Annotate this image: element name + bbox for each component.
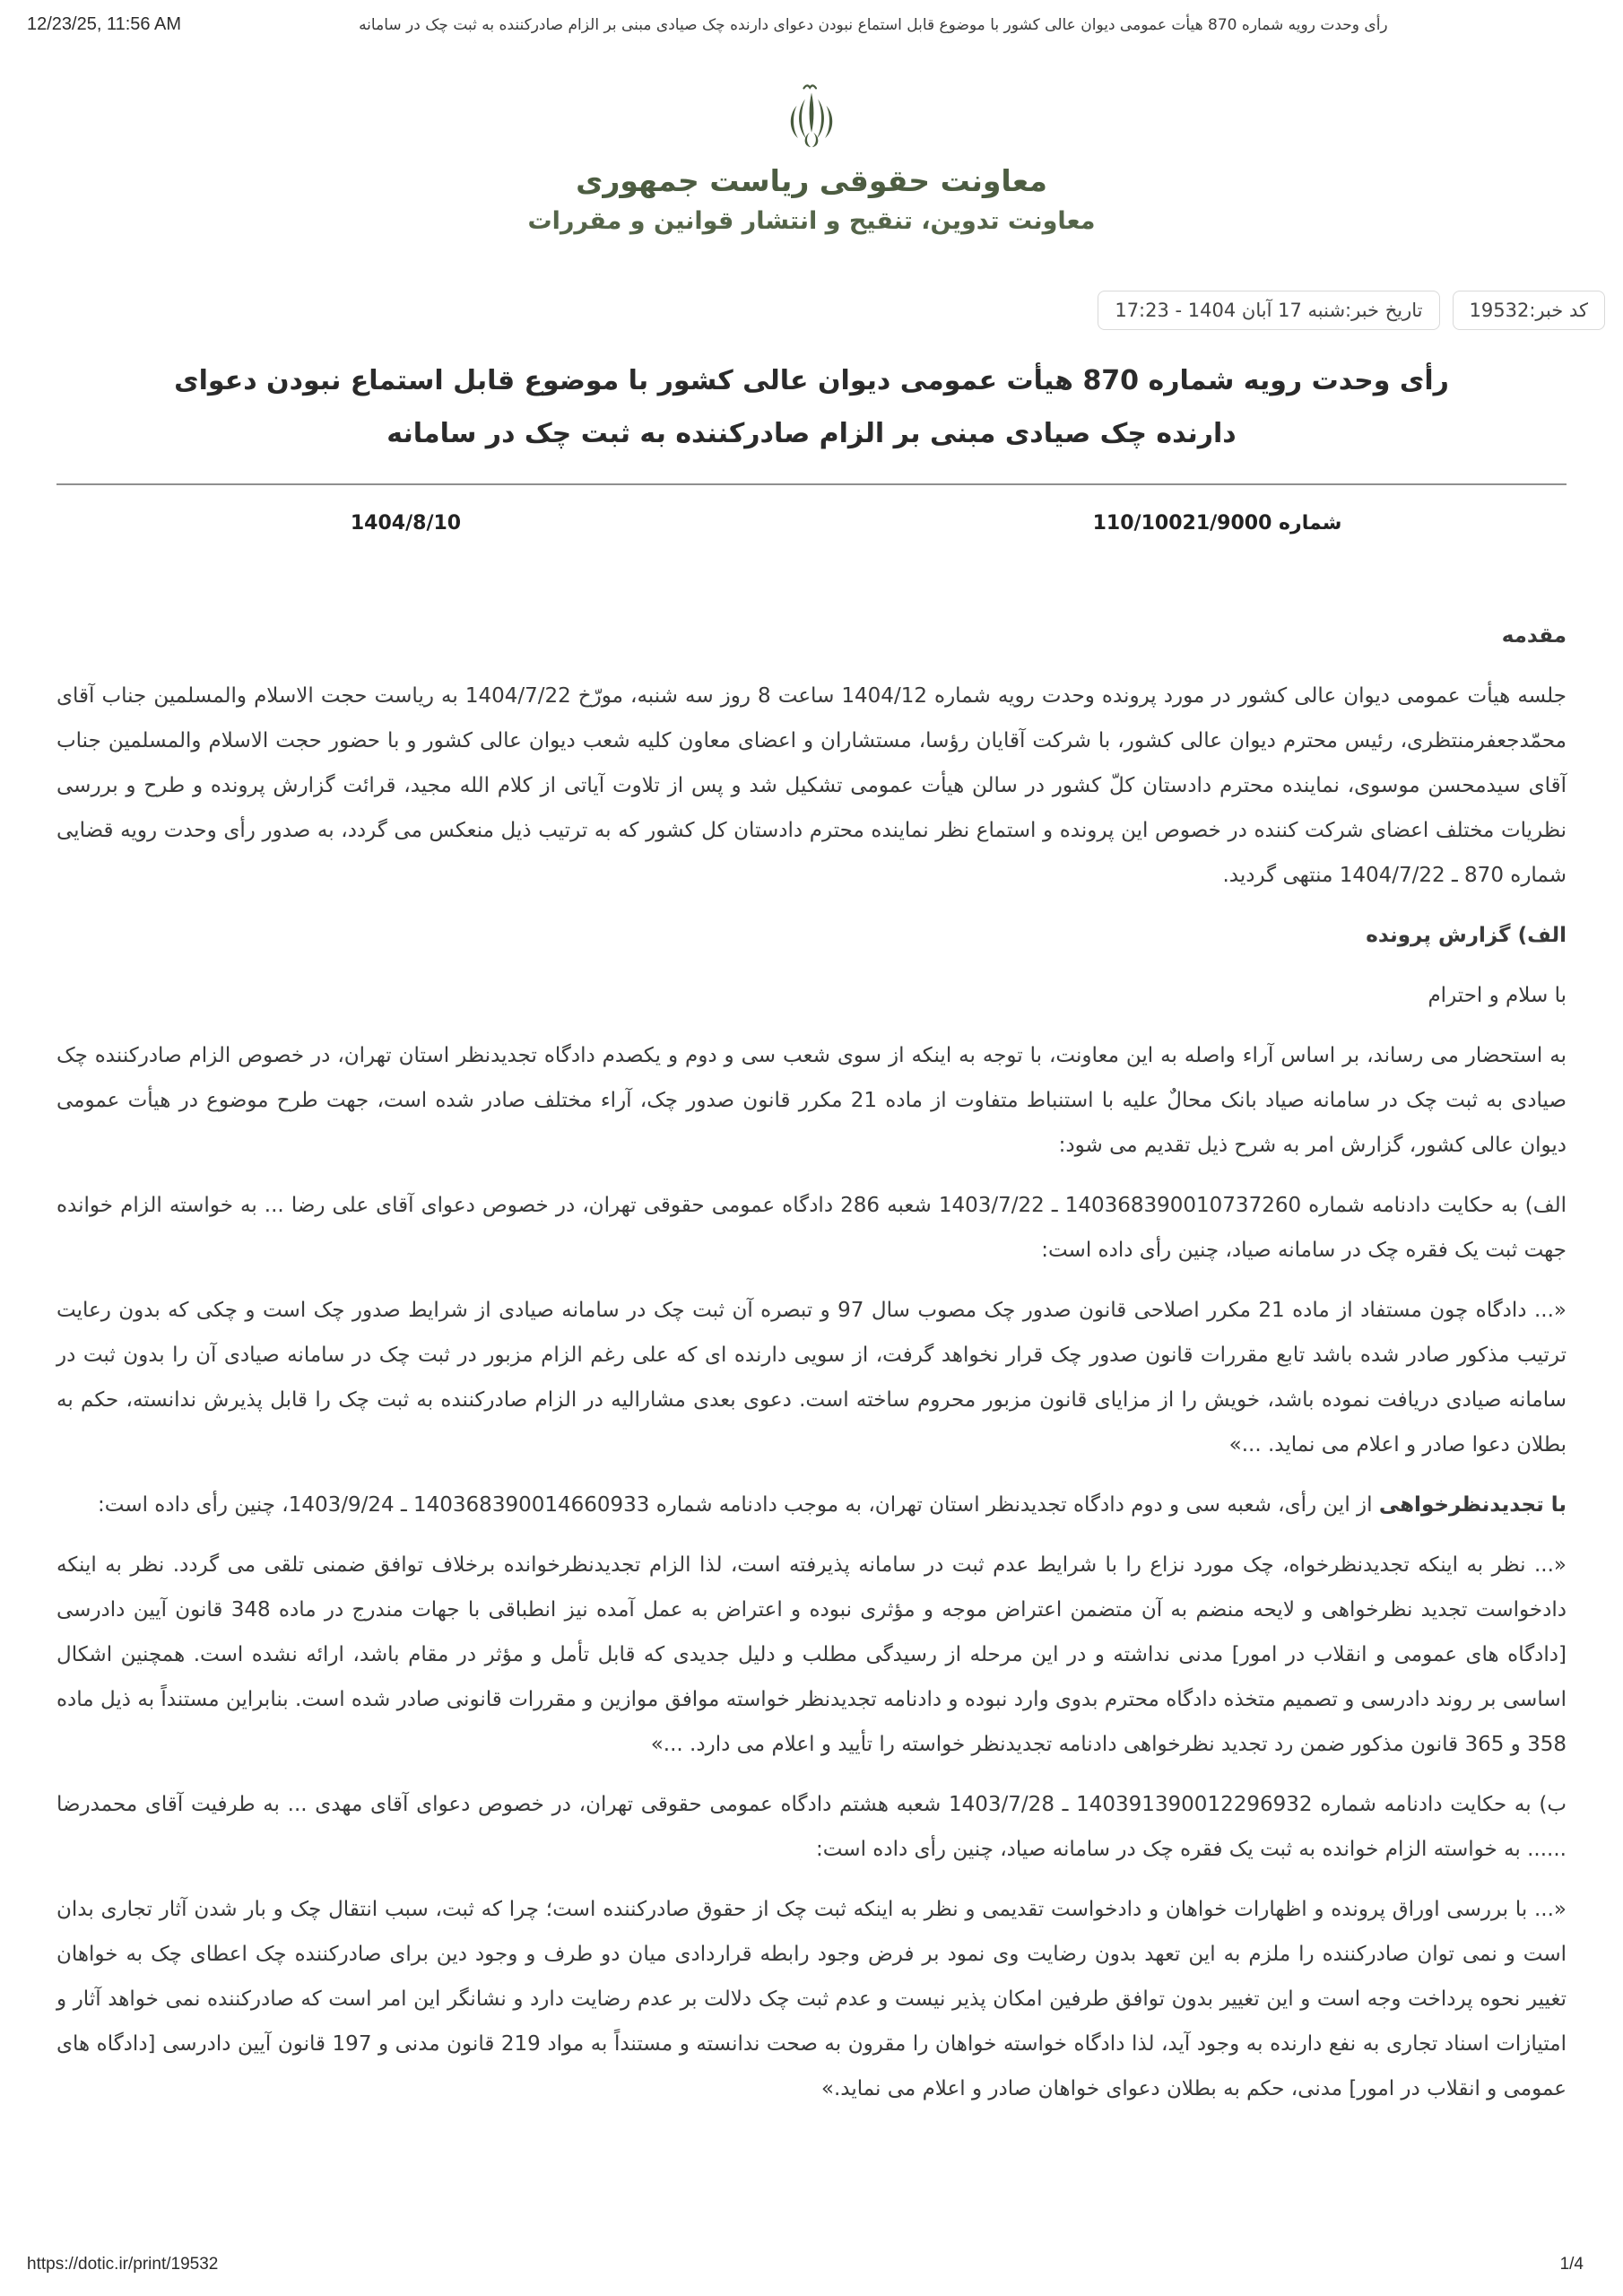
news-date-badge: تاریخ خبر:شنبه 17 آبان 1404 - 17:23	[1098, 291, 1439, 330]
article-body	[0, 613, 1623, 2111]
iran-emblem-icon	[779, 83, 844, 154]
news-meta-row	[0, 291, 1623, 330]
paragraph: «... نظر به اینکه تجدیدنظرخواه، چک مورد نزاع را با شرایط عدم ثبت در سامانه پذیرفته است، لذا الزام تجدیدنظرخوانده برخلاف توافق ضمنی تلقی می گردد. نظر به اینکه دادخواست تجدید نظرخواهی و لایحه منضم به آن متضمن اعتراض موجه و مؤثری نبوده و اعتراض به عمل آمده نیز انطباقی با جهات مندرج در ماده 348 قانون آیین دادرسی [دادگاه های عمومی و انقلاب در امور] مدنی نداشته و در این مرحله از رسیدگی مطلب و دلیل جدیدی که قابل تأمل و مؤثر در مقام باشد، ارائه نشده است. همچنین اشکال اساسی بر روند دادرسی و تصمیم متخذه دادگاه محترم بدوی وارد نبوده و دادنامه تجدیدنظر خواسته موافق موازین و مقررات قانونی صادر شده است. بنابراین مستنداً به ذیل ماده 358 و 365 قانون مذکور ضمن رد تجدید نظرخواهی دادنامه تجدیدنظر خواسته را تأیید و اعلام می دارد. ...»	[56, 1553, 1567, 1756]
document-date: 1404/8/10	[350, 512, 462, 535]
title-divider	[56, 483, 1567, 485]
document-number: شماره 110/10021/9000	[1092, 512, 1342, 535]
paragraph: با سلام و احترام	[1428, 984, 1567, 1007]
org-name-line1: معاونت حقوقی ریاست جمهوری	[576, 163, 1047, 198]
paragraph: ب) به حکایت دادنامه شماره 140391390012296932 ـ 1403/7/28 شعبه هشتم دادگاه عمومی حقوقی تهران، در خصوص دعوای آقای مهدی ... به طرفیت آقای محمدرضا ...... به خواسته الزام خوانده به ثبت یک فقره چک در سامانه صیاد، چنین رأی داده است:	[56, 1793, 1567, 1861]
section-heading: مقدمه	[1501, 624, 1567, 648]
paragraph: جلسه هیأت عمومی دیوان عالی کشور در مورد پرونده وحدت رویه شماره 1404/12 ساعت 8 روز سه شنبه، مورّخ 1404/7/22 به ریاست حجت الاسلام والمسلمین جناب آقای محمّدجعفرمنتظری، رئیس محترم دیوان عالی کشور، با شرکت آقایان رؤسا، مستشاران و اعضای معاون کلیه شعب دیوان عالی کشور و با حضور حجت الاسلام والمسلمین جناب آقای سیدمحسن موسوی، نماینده محترم دادستان کلّ کشور در سالن هیأت عمومی تشکیل شد و پس از تلاوت آیاتی از کلام الله مجید، قرائت گزارش پرونده و طرح و بررسی نظریات مختلف اعضای شرکت کننده در خصوص این پرونده و استماع نظر نماینده محترم دادستان کل کشور که به ترتیب ذیل منعکس می گردد، به صدور رأی وحدت رویه قضایی شماره 870 ـ 1404/7/22 منتهی گردید.	[56, 684, 1567, 887]
paragraph: با تجدیدنظرخواهی از این رأی، شعبه سی و دوم دادگاه تجدیدنظر استان تهران، به موجب دادنامه شماره 140368390014660933 ـ 1403/9/24، چنین رأی داده است:	[98, 1493, 1567, 1517]
paragraph: به استحضار می رساند، بر اساس آراء واصله به این معاونت، با توجه به اینکه از سوی شعب سی و دوم و یکصدم دادگاه تجدیدنظر استان تهران، در خصوص الزام صادرکننده چک صیادی به ثبت چک در سامانه صیاد بانک محالٌ علیه با استنباط متفاوت از ماده 21 مکرر قانون صدور چک، آراء مختلف صادر شده است، جهت طرح موضوع در هیأت عمومی دیوان عالی کشور، گزارش امر به شرح ذیل تقدیم می شود:	[56, 1044, 1567, 1157]
paragraph: الف) به حکایت دادنامه شماره 140368390010737260 ـ 1403/7/22 شعبه 286 دادگاه عمومی حقوقی تهران، در خصوص دعوای آقای علی رضا ... به خواسته الزام خوانده جهت ثبت یک فقره چک در سامانه صیاد، چنین رأی داده است:	[56, 1194, 1567, 1262]
print-datetime: 12/23/25, 11:56 AM	[27, 14, 181, 34]
print-header-title: رأی وحدت رویه شماره 870 هیأت عمومی دیوان عالی کشور با موضوع قابل استماع نبودن دعوای دارنده چک صیادی مبنی بر الزام صادرکننده به ثبت چک در سامانه	[359, 16, 1388, 34]
document-number-row	[0, 512, 1623, 535]
paragraph: «... با بررسی اوراق پرونده و اظهارات خواهان و دادخواست تقدیمی و نظر به اینکه ثبت چک از حقوق صادرکننده است؛ چرا که ثبت، سبب انتقال چک و بار شدن آثار تجاری بدان است و نمی توان صادرکننده را ملزم به این تعهد بدون رضایت وی نمود بر فرض وجود رابطه قراردادی میان دو طرف و وجود دین برای صادرکننده چک اعطای چک به خواهان تغییر نحوه پرداخت وجه است و این تغییر بدون توافق طرفین امکان پذیر نیست و عدم ثبت چک دلالت بر عدم رضایت دارد و نشانگر این امر است که صادرکننده نمی خواهد آثار و امتیازات اسناد تجاری به نفع دارنده به وجود آید، لذا دادگاه خواسته خواهان را مقرون به صحت ندانسته و مستنداً به مواد 219 قانون مدنی و 197 قانون آیین دادرسی [دادگاه های عمومی و انقلاب در امور] مدنی، حکم به بطلان دعوای خواهان صادر و اعلام می نماید.»	[56, 1898, 1567, 2100]
source-url: https://dotic.ir/print/19532	[27, 2255, 219, 2274]
paragraph: «... دادگاه چون مستفاد از ماده 21 مکرر اصلاحی قانون صدور چک مصوب سال 97 و تبصره آن ثبت چک در سامانه صیادی از شرایط صدور چک است و چکی که بدون رعایت ترتیب مذکور صادر شده باشد تابع مقررات قانون صدور چک قرار نخواهد گرفت، از سویی دارنده ای که علی رغم الزام مزبور در ثبت چک در سامانه صیادی آن را بدون ثبت در سامانه صیادی دریافت نموده باشد، خویش را از مزایای قانون مزبور محروم ساخته است. دعوی بعدی مشارالیه در الزام صادرکننده به ثبت چک را قابل پذیرش ندانسته، حکم به بطلان دعوا صادر و اعلام می نماید. ...»	[56, 1299, 1567, 1457]
print-footer	[27, 2251, 1596, 2274]
article-title: رأی وحدت رویه شماره 870 هیأت عمومی دیوان عالی کشور با موضوع قابل استماع نبودن دعوای دارنده چک صیادی مبنی بر الزام صادرکننده به ثبت چک در سامانه	[174, 365, 1449, 449]
page-number: 1/4	[1559, 2255, 1584, 2274]
section-heading: الف) گزارش پرونده	[1366, 924, 1567, 947]
news-code-badge: کد خبر:19532	[1453, 291, 1606, 330]
org-name-line2: معاونت تدوین، تنقیح و انتشار قوانین و مقررات	[527, 207, 1096, 235]
print-header	[27, 13, 1596, 39]
